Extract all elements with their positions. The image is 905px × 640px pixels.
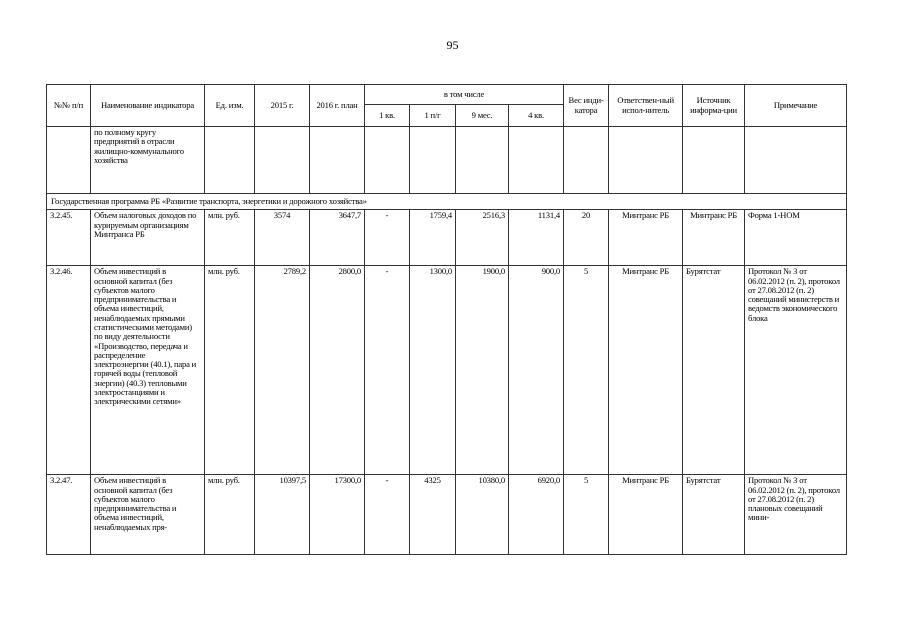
cell-2015: 10397,5 bbox=[255, 475, 310, 555]
cell-num: 3.2.45. bbox=[47, 210, 91, 266]
section-title: Государственная программа РБ «Развитие транспорта, энергетики и дорожного хозяйства» bbox=[47, 194, 847, 210]
cell-2016: 3647,7 bbox=[310, 210, 365, 266]
cell-name: Объем инвестиций в основной капитал (без субъектов малого предпринимательства и объема инвестиций, ненаблюдаемых пря- bbox=[91, 475, 205, 555]
cell-h1: 4325 bbox=[410, 475, 456, 555]
cell-source: Бурятстат bbox=[683, 266, 745, 475]
cell-9m: 10380,0 bbox=[456, 475, 509, 555]
cell-name: Объем налоговых доходов по курируемым организациям Минтранса РБ bbox=[91, 210, 205, 266]
cell-unit: млн. руб. bbox=[205, 210, 255, 266]
table-row bbox=[47, 475, 847, 555]
header-q4: 4 кв. bbox=[509, 105, 564, 127]
header-unit: Ед. изм. bbox=[205, 85, 255, 127]
cell-h1: 1300,0 bbox=[410, 266, 456, 475]
cell-2015: 2789,2 bbox=[255, 266, 310, 475]
page-number: 95 bbox=[446, 38, 459, 52]
header-note: Примечание bbox=[745, 85, 847, 127]
header-q1: 1 кв. bbox=[365, 105, 410, 127]
cell-responsible: Минтранс РБ bbox=[609, 266, 683, 475]
table-row bbox=[47, 266, 847, 475]
cell-note: Протокол № 3 от 06.02.2012 (п. 2), протокол от 27.08.2012 (п. 2) плановых совещаний мини- bbox=[745, 475, 847, 555]
cell-q1: - bbox=[365, 266, 410, 475]
cell-weight: 20 bbox=[564, 210, 609, 266]
cell-unit: млн. руб. bbox=[205, 266, 255, 475]
cell-q4: 900,0 bbox=[509, 266, 564, 475]
indicators-table bbox=[46, 84, 847, 555]
cell-h1: 1759,4 bbox=[410, 210, 456, 266]
header-including: в том числе bbox=[365, 85, 564, 105]
cell-note: Протокол № 3 от 06.02.2012 (п. 2), протокол от 27.08.2012 (п. 2) совещаний министерств и ведомств экономического блока bbox=[745, 266, 847, 475]
cell-source: Минтранс РБ bbox=[683, 210, 745, 266]
cell-9m: 1900,0 bbox=[456, 266, 509, 475]
header-source: Источник информа-ции bbox=[683, 85, 745, 127]
header-responsible: Ответствен-ный испол-нитель bbox=[609, 85, 683, 127]
cell-source: Бурятстат bbox=[683, 475, 745, 555]
table-row bbox=[47, 210, 847, 266]
cell-name: Объем инвестиций в основной капитал (без субъектов малого предпринимательства и объема инвестиций, ненаблюдаемых прямыми статистическими методами) по виду деятельности «Производство, передача и распределение электроэнергии (40.1), пара и горячей воды (тепловой энергии) (40.3) тепловыми электростанциями и электрическими сетями» bbox=[91, 266, 205, 475]
cell-2015: 3574 bbox=[255, 210, 310, 266]
header-name: Наименование индикатора bbox=[91, 85, 205, 127]
header-weight: Вес инди-катора bbox=[564, 85, 609, 127]
header-2015: 2015 г. bbox=[255, 85, 310, 127]
cell-q1: - bbox=[365, 210, 410, 266]
cell-num: 3.2.46. bbox=[47, 266, 91, 475]
cell-name: по полному кругу предприятий в отрасли жилищно-коммунального хозяйства bbox=[91, 127, 205, 194]
cell-weight: 5 bbox=[564, 475, 609, 555]
cell-2016: 17300,0 bbox=[310, 475, 365, 555]
cell-note: Форма 1-НОМ bbox=[745, 210, 847, 266]
section-row bbox=[47, 194, 847, 210]
cell-weight: 5 bbox=[564, 266, 609, 475]
cell-responsible: Минтранс РБ bbox=[609, 210, 683, 266]
cell-q4: 6920,0 bbox=[509, 475, 564, 555]
header-h1: 1 п/г bbox=[410, 105, 456, 127]
cell-9m: 2516,3 bbox=[456, 210, 509, 266]
header-9m: 9 мес. bbox=[456, 105, 509, 127]
table-row bbox=[47, 127, 847, 194]
cell-responsible: Минтранс РБ bbox=[609, 475, 683, 555]
header-num: №№ п/п bbox=[47, 85, 91, 127]
cell-num: 3.2.47. bbox=[47, 475, 91, 555]
cell-q1: - bbox=[365, 475, 410, 555]
cell-q4: 1131,4 bbox=[509, 210, 564, 266]
cell-unit: млн. руб. bbox=[205, 475, 255, 555]
header-2016: 2016 г. план bbox=[310, 85, 365, 127]
cell-2016: 2800,0 bbox=[310, 266, 365, 475]
